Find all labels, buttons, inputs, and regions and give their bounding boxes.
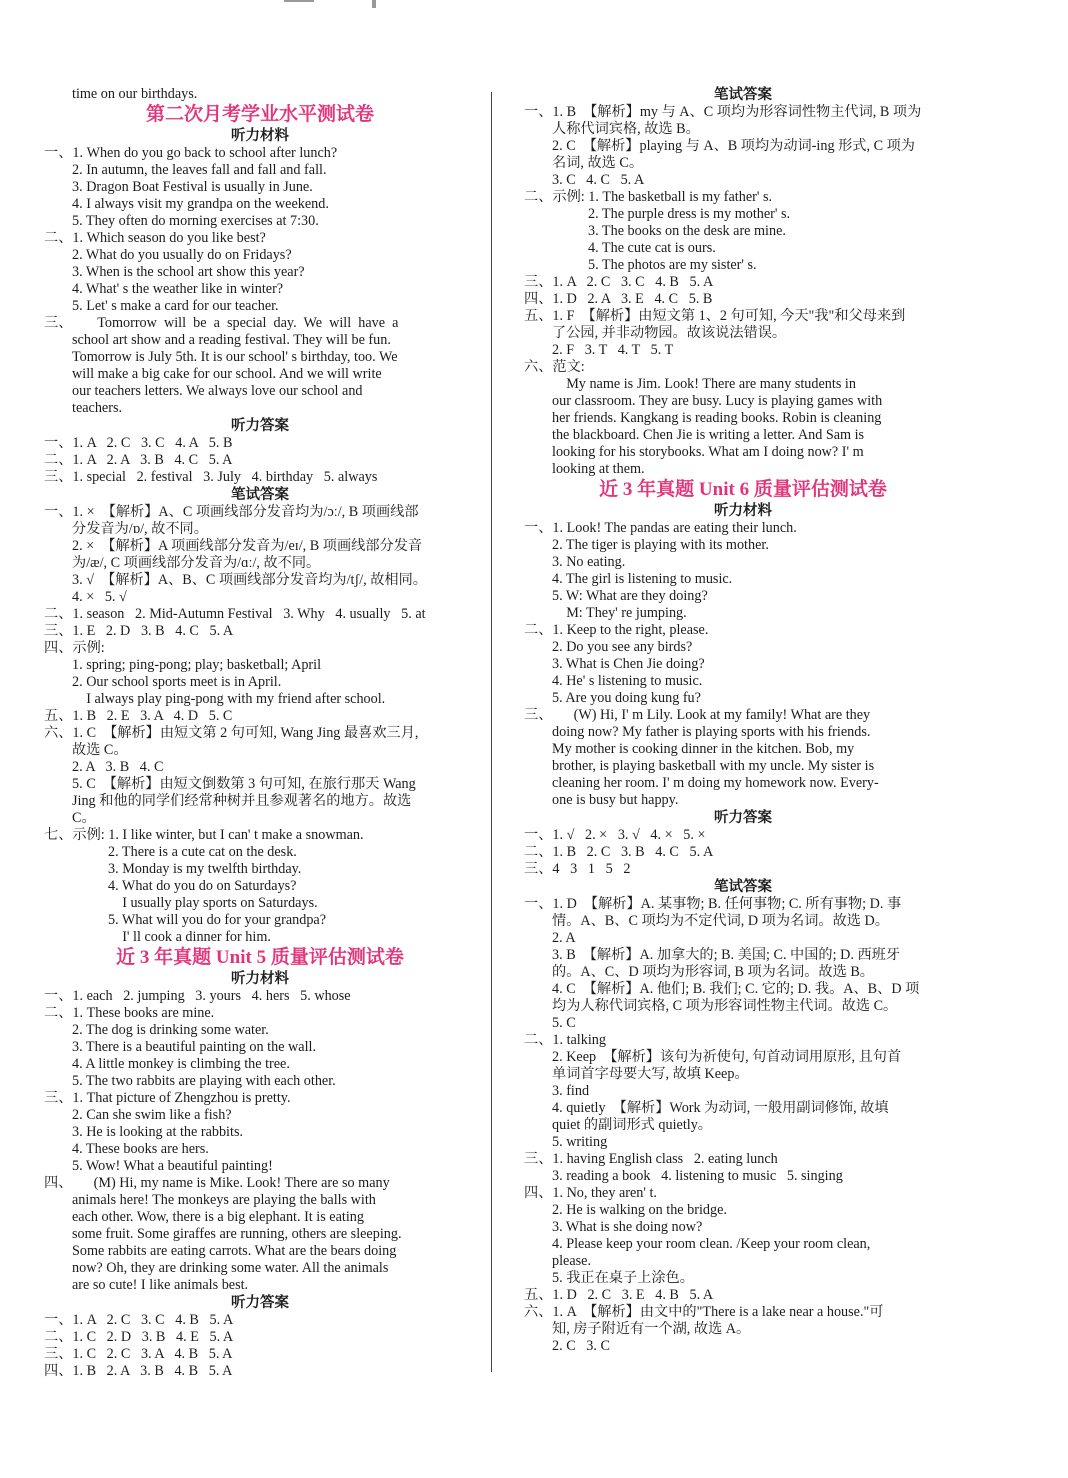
answer-line: brother, is playing basketball with my uncle. My sister is bbox=[552, 758, 875, 774]
answer-line: 单词首字母要大写, 故填 Keep。 bbox=[552, 1066, 749, 1082]
answer-line: 3. find bbox=[552, 1083, 590, 1099]
answer-line: her friends. Kangkang is reading books. Robin is cleaning bbox=[552, 410, 882, 426]
answer-line: 三、1. That picture of Zhengzhou is pretty. bbox=[44, 1090, 291, 1106]
answer-line: teachers. bbox=[72, 400, 123, 416]
answer-line: one is busy but happy. bbox=[552, 792, 679, 808]
answer-line: 三、1. A 2. C 3. C 4. B 5. A bbox=[524, 274, 714, 290]
answer-line: 三、1. having English class 2. eating lunch bbox=[524, 1151, 778, 1167]
answer-line: 3. Dragon Boat Festival is usually in June. bbox=[72, 179, 313, 195]
section-title: 近 3 年真题 Unit 5 质量评估测试卷 bbox=[116, 947, 404, 968]
answer-line: 2. Keep 【解析】该句为祈使句, 句首动词用原形, 且句首 bbox=[552, 1049, 902, 1065]
answer-line: 3. reading a book 4. listening to music 5. singing bbox=[552, 1168, 843, 1184]
answer-line: 二、1. B 2. C 3. B 4. C 5. A bbox=[524, 844, 714, 860]
answer-line: 4. quietly 【解析】Work 为动词, 一般用副词修饰, 故填 bbox=[552, 1100, 889, 1116]
answer-line: 2. C 3. C bbox=[552, 1338, 610, 1354]
answer-line: Tomorrow is July 5th. It is our school' s birthday, too. We bbox=[72, 349, 398, 365]
answer-line: are so cute! I like animals best. bbox=[72, 1277, 249, 1293]
answer-line: 5. What will you do for your grandpa? bbox=[108, 912, 327, 928]
answer-line: 4. × 5. √ bbox=[72, 589, 127, 605]
answer-line: our classroom. They are busy. Lucy is playing games with bbox=[552, 393, 883, 409]
section-subheading: 笔试答案 bbox=[231, 487, 289, 503]
answer-line: 四、 (M) Hi, my name is Mike. Look! There are so many bbox=[44, 1175, 390, 1191]
answer-line: 4. Please keep your room clean. /Keep your room clean, bbox=[552, 1236, 871, 1252]
answer-line: 三、1. special 2. festival 3. July 4. birthday 5. always bbox=[44, 469, 378, 485]
column-divider bbox=[491, 92, 492, 1372]
answer-line: 一、1. D 【解析】A. 某事物; B. 任何事物; C. 所有事物; D. 事 bbox=[524, 896, 902, 912]
answer-line: 3. The books on the desk are mine. bbox=[588, 223, 786, 239]
answer-line: 2. × 【解析】A 项画线部分发音为/eɪ/, B 项画线部分发音 bbox=[72, 538, 423, 554]
answer-line: our teachers letters. We always love our school and bbox=[72, 383, 363, 399]
answer-line: 4. These books are hers. bbox=[72, 1141, 209, 1157]
answer-line: 5. Wow! What a beautiful painting! bbox=[72, 1158, 273, 1174]
answer-line: 三、 Tomorrow will be a special day. We will have a bbox=[44, 315, 399, 331]
answer-line: 七、示例: 1. I like winter, but I can' t make a snowman. bbox=[44, 827, 364, 843]
answer-line: cleaning her room. I' m doing my homework now. Every- bbox=[552, 775, 879, 791]
answer-line: 4. I always visit my grandpa on the weekend. bbox=[72, 196, 329, 212]
answer-line: 3. What is Chen Jie doing? bbox=[552, 656, 705, 672]
answer-line: quiet 的副词形式 quietly。 bbox=[552, 1117, 712, 1133]
answer-line: 一、1. each 2. jumping 3. yours 4. hers 5. whose bbox=[44, 988, 351, 1004]
answer-line: 2. C 【解析】playing 与 A、B 项均为动词-ing 形式, C 项为 bbox=[552, 138, 915, 154]
answer-line: time on our birthdays. bbox=[72, 86, 198, 102]
answer-line: 4. The cute cat is ours. bbox=[588, 240, 716, 256]
top-scan-mark-1 bbox=[284, 0, 314, 2]
answer-line: doing now? My father is playing sports with his friends. bbox=[552, 724, 871, 740]
answer-line: I always play ping-pong with my friend after school. bbox=[72, 691, 386, 707]
answer-line: M: They' re jumping. bbox=[552, 605, 687, 621]
answer-line: 均为人称代词宾格, C 项为形容词性物主代词。故选 C。 bbox=[552, 998, 898, 1014]
answer-line: 2. Our school sports meet is in April. bbox=[72, 674, 282, 690]
answer-line: 二、1. These books are mine. bbox=[44, 1005, 215, 1021]
answer-line: 一、1. B 【解析】my 与 A、C 项均为形容词性物主代词, B 项为 bbox=[524, 104, 922, 120]
answer-line: 5. W: What are they doing? bbox=[552, 588, 708, 604]
section-title: 近 3 年真题 Unit 6 质量评估测试卷 bbox=[599, 479, 887, 500]
answer-line: 四、示例: bbox=[44, 640, 105, 656]
answer-line: 5. writing bbox=[552, 1134, 608, 1150]
answer-line: 六、1. A 【解析】由文中的"There is a lake near a house."可 bbox=[524, 1304, 884, 1320]
answer-line: 1. spring; ping-pong; play; basketball; April bbox=[72, 657, 322, 673]
answer-line: 三、 (W) Hi, I' m Lily. Look at my family! What are they bbox=[524, 707, 871, 723]
answer-line: 分发音为/ɒ/, 故不同。 bbox=[72, 521, 208, 537]
answer-line: 2. There is a cute cat on the desk. bbox=[108, 844, 297, 860]
answer-line: the blackboard. Chen Jie is writing a letter. And Sam is bbox=[552, 427, 865, 443]
answer-line: 5. C 【解析】由短文倒数第 3 句可知, 在旅行那天 Wang bbox=[72, 776, 416, 792]
answer-line: 4. The girl is listening to music. bbox=[552, 571, 733, 587]
answer-line: 故选 C。 bbox=[72, 742, 128, 758]
answer-line: school art show and a reading festival. They will be fun. bbox=[72, 332, 391, 348]
section-subheading: 笔试答案 bbox=[714, 87, 772, 103]
answer-line: 五、1. F 【解析】由短文第 1、2 句可知, 今天"我"和父母来到 bbox=[524, 308, 906, 324]
answer-line: Some rabbits are eating carrots. What are the bears doing bbox=[72, 1243, 397, 1259]
answer-line: will make a big cake for our school. And we will write bbox=[72, 366, 382, 382]
answer-line: 4. C 【解析】A. 他们; B. 我们; C. 它的; D. 我。A、B、D 项 bbox=[552, 981, 920, 997]
section-subheading: 听力材料 bbox=[714, 503, 772, 519]
answer-line: My name is Jim. Look! There are many students in bbox=[552, 376, 856, 392]
answer-line: C。 bbox=[72, 810, 96, 826]
answer-line: 为/æ/, C 项画线部分发音为/ɑː/, 故不同。 bbox=[72, 555, 321, 571]
answer-line: 3. B 【解析】A. 加拿大的; B. 美国; C. 中国的; D. 西班牙 bbox=[552, 947, 901, 963]
answer-line: 2. A bbox=[552, 930, 576, 946]
answer-line: 一、1. A 2. C 3. C 4. B 5. A bbox=[44, 1312, 234, 1328]
answer-line: 二、示例: 1. The basketball is my father' s. bbox=[524, 189, 773, 205]
answer-line: 一、1. √ 2. × 3. √ 4. × 5. × bbox=[524, 827, 706, 843]
answer-line: 二、1. Which season do you like best? bbox=[44, 230, 266, 246]
answer-line: 3. √ 【解析】A、B、C 项画线部分发音均为/tʃ/, 故相同。 bbox=[72, 572, 427, 588]
answer-line: 二、1. Keep to the right, please. bbox=[524, 622, 709, 638]
answer-line: animals here! The monkeys are playing the balls with bbox=[72, 1192, 376, 1208]
answer-line: 5. C bbox=[552, 1015, 576, 1031]
answer-line: please. bbox=[552, 1253, 591, 1269]
answer-line: 二、1. A 2. A 3. B 4. C 5. A bbox=[44, 452, 233, 468]
answer-line: 2. A 3. B 4. C bbox=[72, 759, 164, 775]
answer-line: now? Oh, they are drinking some water. All the animals bbox=[72, 1260, 389, 1276]
answer-line: I usually play sports on Saturdays. bbox=[108, 895, 318, 911]
answer-line: 了公园, 并非动物园。故该说法错误。 bbox=[552, 325, 787, 341]
answer-line: 4. What do you do on Saturdays? bbox=[108, 878, 297, 894]
section-subheading: 听力答案 bbox=[231, 418, 289, 434]
answer-line: 三、1. C 2. C 3. A 4. B 5. A bbox=[44, 1346, 233, 1362]
answer-line: 六、范文: bbox=[524, 359, 585, 375]
answer-line: 二、1. season 2. Mid-Autumn Festival 3. Why 4. usually 5. at bbox=[44, 606, 426, 622]
answer-line: 的。A、C、D 项均为形容词, B 项为名词。故选 B。 bbox=[552, 964, 874, 980]
answer-line: 2. Do you see any birds? bbox=[552, 639, 693, 655]
answer-line: 六、1. C 【解析】由短文第 2 句可知, Wang Jing 最喜欢三月, bbox=[44, 725, 419, 741]
answer-line: 四、1. D 2. A 3. E 4. C 5. B bbox=[524, 291, 713, 307]
answer-line: 3. When is the school art show this year? bbox=[72, 264, 305, 280]
answer-line: 2. The purple dress is my mother' s. bbox=[588, 206, 791, 222]
answer-line: 名词, 故选 C。 bbox=[552, 155, 644, 171]
left-column bbox=[44, 86, 476, 1380]
answer-line: 五、1. B 2. E 3. A 4. D 5. C bbox=[44, 708, 233, 724]
answer-line: 三、4 3 1 5 2 bbox=[524, 861, 631, 877]
answer-line: 一、1. × 【解析】A、C 项画线部分发音均为/ɔː/, B 项画线部 bbox=[44, 504, 419, 520]
answer-line: 情。A、B、C 项均为不定代词, D 项为名词。故选 D。 bbox=[552, 913, 889, 929]
section-subheading: 听力材料 bbox=[231, 128, 289, 144]
answer-line: 2. F 3. T 4. T 5. T bbox=[552, 342, 674, 358]
answer-line: 3. He is looking at the rabbits. bbox=[72, 1124, 244, 1140]
answer-line: 5. 我正在桌子上涂色。 bbox=[552, 1270, 694, 1286]
section-subheading: 听力材料 bbox=[231, 971, 289, 987]
answer-line: 3. What is she doing now? bbox=[552, 1219, 703, 1235]
answer-line: 四、1. B 2. A 3. B 4. B 5. A bbox=[44, 1363, 233, 1379]
answer-line: My mother is cooking dinner in the kitchen. Bob, my bbox=[552, 741, 855, 757]
answer-line: 4. He' s listening to music. bbox=[552, 673, 703, 689]
answer-line: 2. The dog is drinking some water. bbox=[72, 1022, 269, 1038]
top-scan-mark-2 bbox=[372, 0, 376, 8]
answer-line: 三、1. E 2. D 3. B 4. C 5. A bbox=[44, 623, 234, 639]
answer-line: 2. In autumn, the leaves fall and fall and fall. bbox=[72, 162, 327, 178]
section-subheading: 听力答案 bbox=[231, 1295, 289, 1311]
answer-line: 3. No eating. bbox=[552, 554, 626, 570]
section-subheading: 听力答案 bbox=[714, 810, 772, 826]
answer-line: 二、1. C 2. D 3. B 4. E 5. A bbox=[44, 1329, 234, 1345]
answer-line: 四、1. No, they aren' t. bbox=[524, 1185, 657, 1201]
answer-line: 4. A little monkey is climbing the tree. bbox=[72, 1056, 290, 1072]
answer-line: 一、1. A 2. C 3. C 4. A 5. B bbox=[44, 435, 233, 451]
answer-line: 5. Are you doing kung fu? bbox=[552, 690, 701, 706]
answer-line: 2. Can she swim like a fish? bbox=[72, 1107, 232, 1123]
answer-line: I' ll cook a dinner for him. bbox=[108, 929, 271, 945]
answer-line: 5. The two rabbits are playing with each other. bbox=[72, 1073, 336, 1089]
answer-line: Jing 和他的同学们经常种树并且参观著名的地方。故选 bbox=[72, 793, 412, 809]
answer-line: looking at them. bbox=[552, 461, 645, 477]
answer-line: looking for his storybooks. What am I doing now? I' m bbox=[552, 444, 864, 460]
section-title: 第二次月考学业水平测试卷 bbox=[145, 104, 374, 125]
answer-line: 五、1. D 2. C 3. E 4. B 5. A bbox=[524, 1287, 714, 1303]
answer-line: 4. What' s the weather like in winter? bbox=[72, 281, 284, 297]
right-column bbox=[524, 86, 962, 1355]
answer-line: 3. There is a beautiful painting on the wall. bbox=[72, 1039, 317, 1055]
section-subheading: 笔试答案 bbox=[714, 879, 772, 895]
answer-line: 2. He is walking on the bridge. bbox=[552, 1202, 727, 1218]
answer-line: each other. Wow, there is a big elephant. It is eating bbox=[72, 1209, 364, 1225]
answer-line: 2. What do you usually do on Fridays? bbox=[72, 247, 292, 263]
answer-line: 3. C 4. C 5. A bbox=[552, 172, 645, 188]
answer-line: 人称代词宾格, 故选 B。 bbox=[552, 121, 700, 137]
answer-line: 2. The tiger is playing with its mother. bbox=[552, 537, 769, 553]
answer-line: 5. The photos are my sister' s. bbox=[588, 257, 757, 273]
answer-line: 3. Monday is my twelfth birthday. bbox=[108, 861, 302, 877]
answer-line: 一、1. When do you go back to school after lunch? bbox=[44, 145, 338, 161]
answer-line: some fruit. Some giraffes are running, others are sleeping. bbox=[72, 1226, 402, 1242]
answer-line: 5. Let' s make a card for our teacher. bbox=[72, 298, 279, 314]
answer-line: 一、1. Look! The pandas are eating their lunch. bbox=[524, 520, 797, 536]
answer-line: 知, 房子附近有一个湖, 故选 A。 bbox=[552, 1321, 751, 1337]
answer-line: 二、1. talking bbox=[524, 1032, 606, 1048]
answer-line: 5. They often do morning exercises at 7:30. bbox=[72, 213, 319, 229]
